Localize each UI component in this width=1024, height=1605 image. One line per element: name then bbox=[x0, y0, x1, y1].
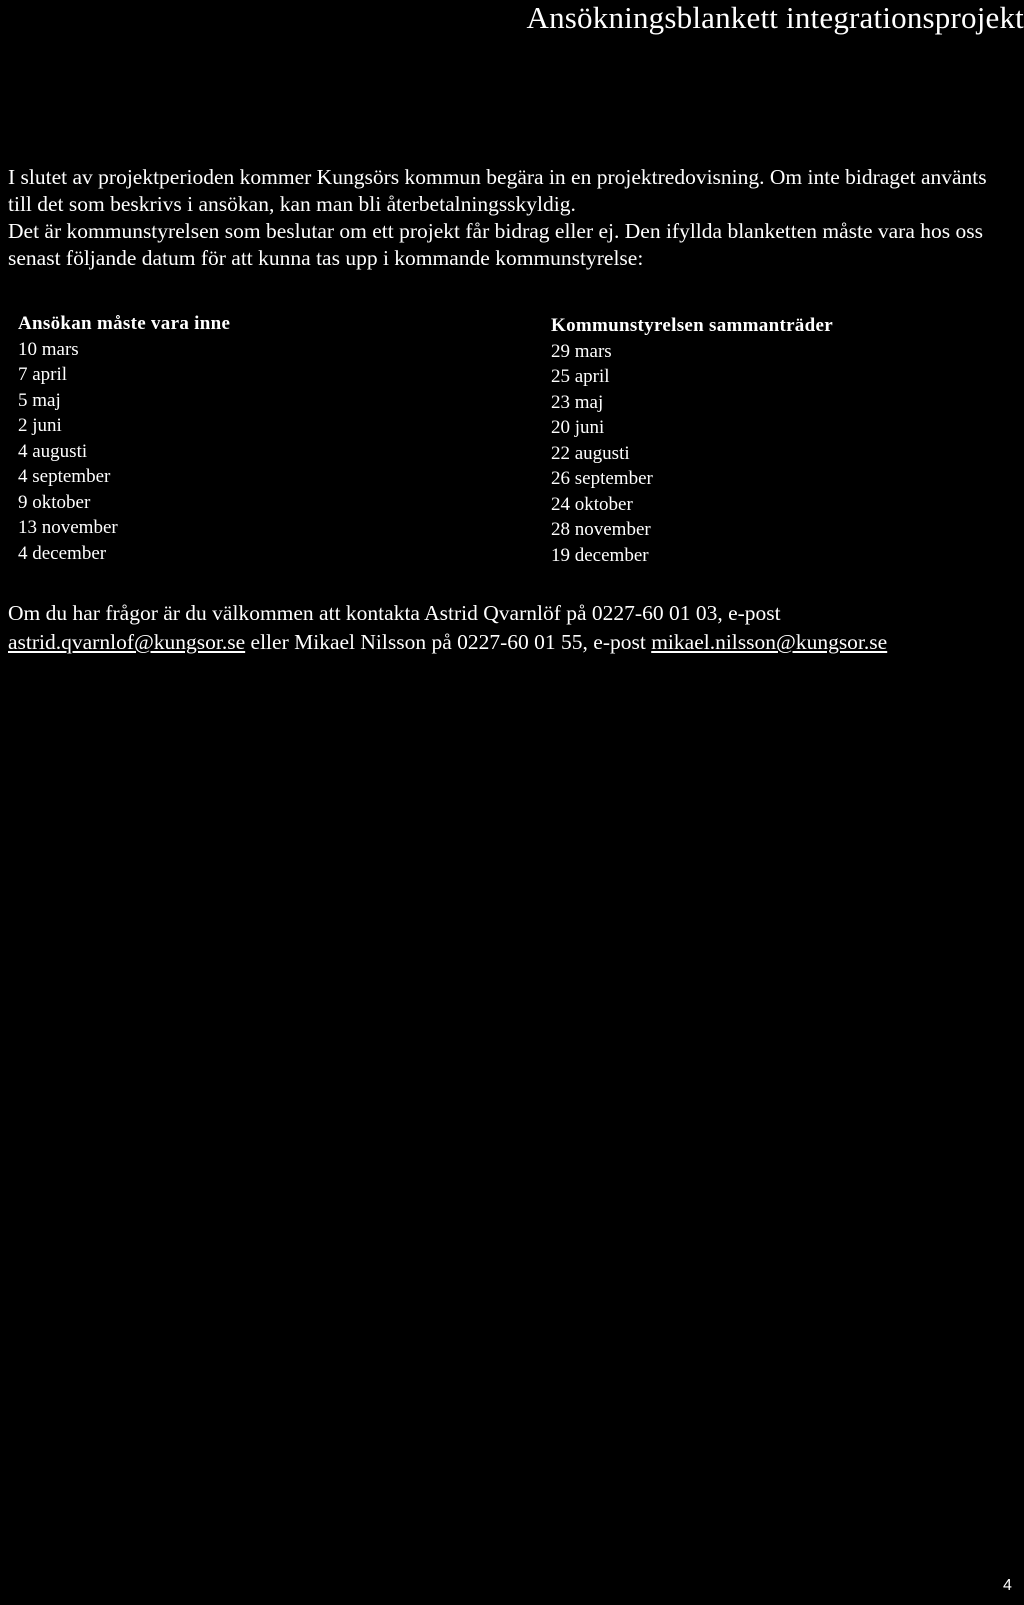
deadline-date: 2 juni bbox=[18, 415, 62, 436]
meeting-date: 29 mars bbox=[551, 340, 612, 362]
intro-paragraph-reporting: I slutet av projektperioden kommer Kungsörs kommun begära in en projektredovisning. Om inte bidraget använts till det som beskrivs i ansökan, kan man bli återbetalningsskyldig. bbox=[8, 165, 987, 216]
email-link-mikael[interactable]: mikael.nilsson@kungsor.se bbox=[651, 630, 888, 654]
meeting-date: 22 augusti bbox=[551, 442, 630, 464]
application-deadlines-column bbox=[18, 311, 230, 566]
deadline-date: 7 april bbox=[18, 364, 68, 385]
meeting-date: 28 november bbox=[551, 519, 651, 540]
contact-text-middle: eller Mikael Nilsson på 0227-60 01 55, e-post bbox=[245, 630, 652, 654]
application-deadlines-heading: Ansökan måste vara inne bbox=[18, 313, 231, 334]
email-link-astrid[interactable]: astrid.qvarnlof@kungsor.se bbox=[8, 630, 246, 654]
deadline-date: 13 november bbox=[18, 517, 118, 538]
deadline-date: 4 augusti bbox=[18, 440, 88, 462]
board-meetings-heading: Kommunstyrelsen sammanträder bbox=[551, 315, 833, 336]
application-deadlines-list bbox=[18, 337, 230, 567]
board-meetings-list bbox=[551, 339, 833, 569]
deadline-date: 9 oktober bbox=[18, 491, 91, 513]
meeting-date: 25 april bbox=[551, 366, 610, 387]
board-meetings-column bbox=[551, 313, 833, 568]
meeting-date: 26 september bbox=[551, 468, 653, 489]
intro-paragraph-deadline: Det är kommunstyrelsen som beslutar om ett projekt får bidrag eller ej. Den ifyllda blanketten måste vara hos oss senast följande datum för att kunna tas upp i kommande kommunstyrelse: bbox=[8, 219, 983, 270]
intro-text bbox=[8, 164, 1013, 272]
page-number: 4 bbox=[1003, 1577, 1012, 1594]
meeting-date: 19 december bbox=[551, 544, 649, 566]
deadline-date: 4 september bbox=[18, 466, 111, 487]
deadline-date: 4 december bbox=[18, 542, 107, 564]
contact-text-intro: Om du har frågor är du välkommen att kontakta Astrid Qvarnlöf på 0227-60 01 03, e-post bbox=[8, 601, 781, 625]
meeting-date: 20 juni bbox=[551, 417, 605, 438]
deadline-date: 5 maj bbox=[18, 389, 61, 411]
contact-info bbox=[8, 599, 1018, 657]
page-title: Ansökningsblankett integrationsprojekt bbox=[526, 0, 1024, 35]
deadline-date: 10 mars bbox=[18, 338, 79, 360]
meeting-date: 24 oktober bbox=[551, 493, 633, 515]
meeting-date: 23 maj bbox=[551, 391, 604, 413]
